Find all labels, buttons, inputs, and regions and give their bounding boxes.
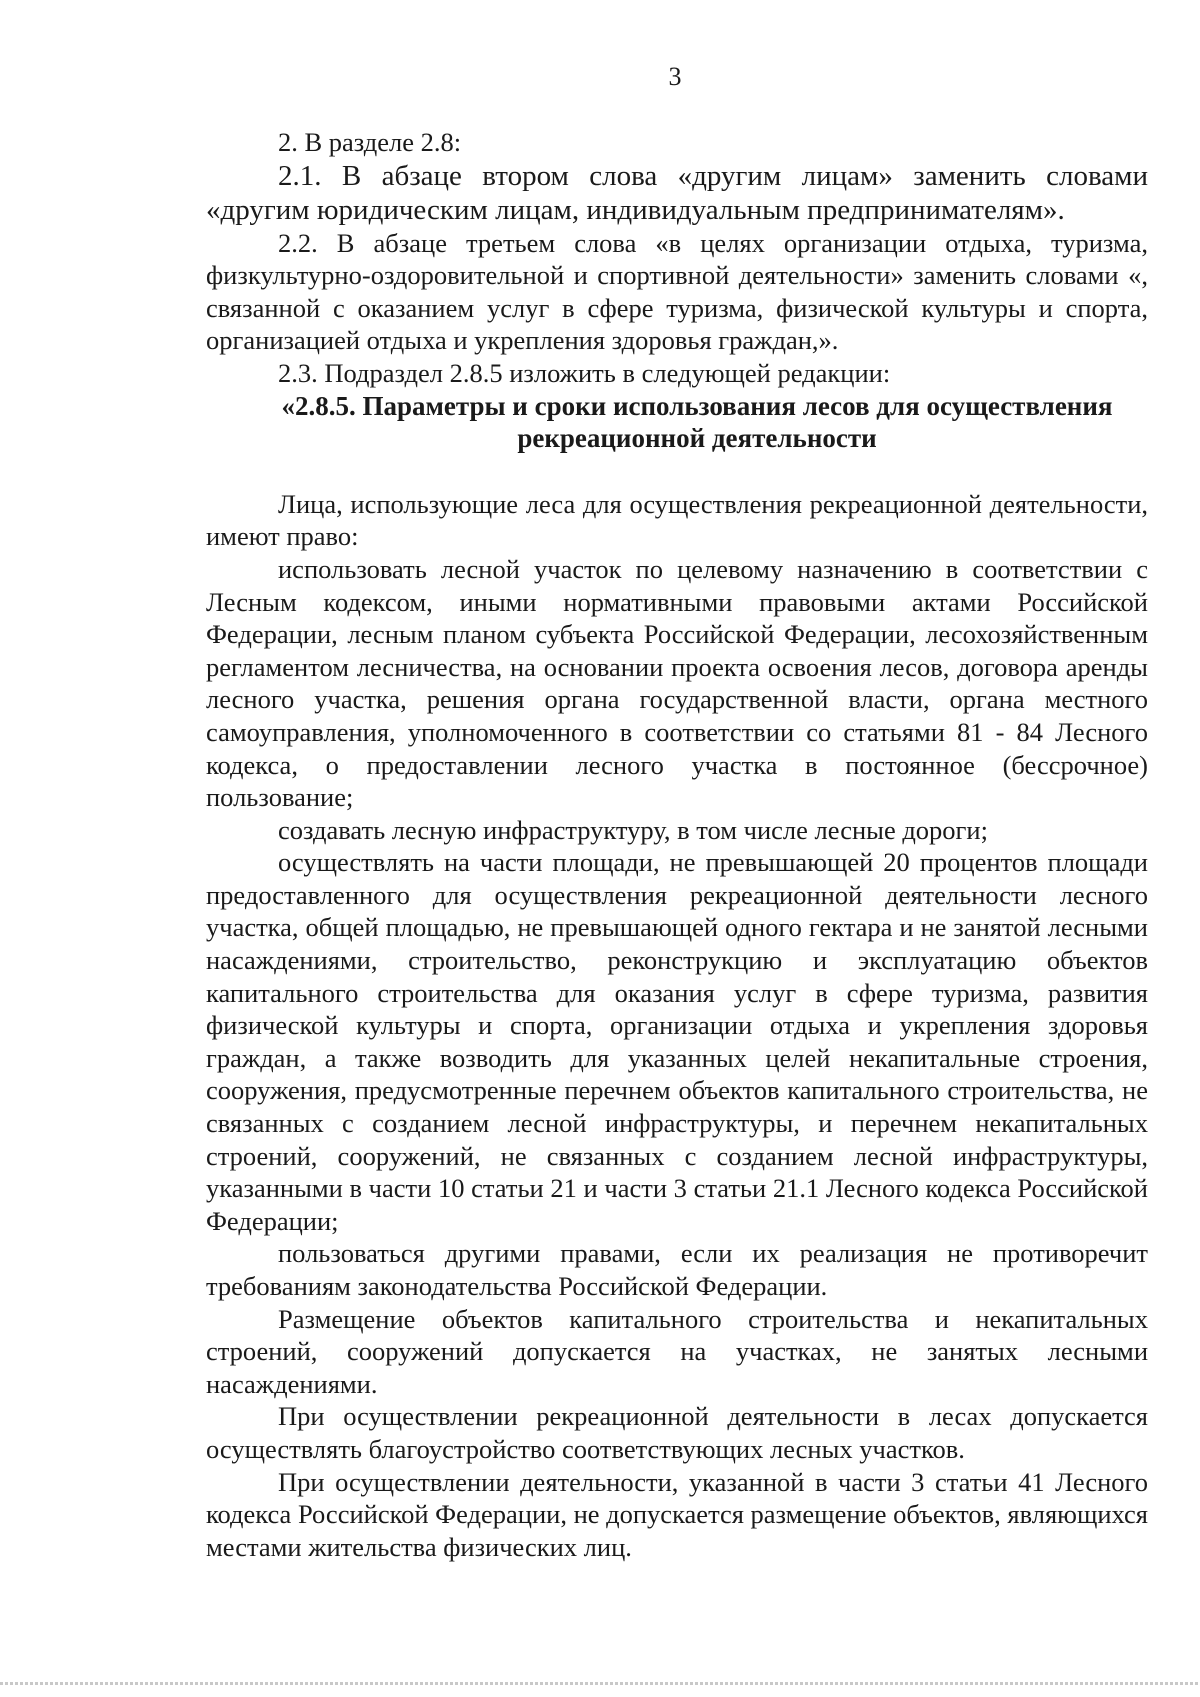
- section-heading: «2.8.5. Параметры и сроки использования лесов для осуществления рекреационной деятельности: [281, 390, 1113, 454]
- document-body: [206, 126, 1148, 1563]
- paragraph: При осуществлении рекреационной деятельности в лесах допускается осуществлять благоустройство соответствующих лесных участков.: [206, 1401, 1148, 1464]
- amendment-item-2-2: 2.2. В абзаце третьем слова «в целях организации отдыха, туризма, физкультурно-оздоровительной и спортивной деятельности» заменить словами «, связанной с оказанием услуг в сфере туризма, физической культуры и спорта, организацией отдыха и укрепления здоровья граждан,».: [206, 227, 1148, 356]
- paragraph: Размещение объектов капитального строительства и некапитальных строений, сооружений допускается на участках, не занятых лесными насаждениями.: [206, 1303, 1148, 1399]
- amendment-item-2-1: 2.1. В абзаце втором слова «другим лицам» заменить словами «другим юридическим лицам, индивидуальным предпринимателям».: [206, 159, 1148, 226]
- paragraph: осуществлять на части площади, не превышающей 20 процентов площади предоставленного для осуществления рекреационной деятельности лесного участка, общей площадью, не превышающей одного гектара и не занятой лесными насаждениями, строительство, реконструкцию и эксплуатацию объектов капитального строительства для оказания услуг в сфере туризма, развития физической культуры и спорта, организации отдыха и укрепления здоровья граждан, а также возводить для указанных целей некапитальные строения, сооружения, предусмотренные перечнем объектов капитального строительства, не связанных с созданием лесной инфраструктуры, и перечнем некапитальных строений, сооружений, не связанных с созданием лесной инфраструктуры, указанными в части 10 статьи 21 и части 3 статьи 21.1 Лесного кодекса Российской Федерации;: [206, 847, 1148, 1236]
- page-number: 3: [668, 62, 682, 91]
- amendment-item-2-3: 2.3. Подраздел 2.8.5 изложить в следующей редакции:: [278, 357, 891, 388]
- section-spacer: [206, 455, 1148, 488]
- amendment-intro: 2. В разделе 2.8:: [278, 127, 462, 157]
- paragraph: пользоваться другими правами, если их реализация не противоречит требованиям законодательства Российской Федерации.: [206, 1238, 1148, 1301]
- paragraph: использовать лесной участок по целевому назначению в соответствии с Лесным кодексом, иными нормативными правовыми актами Российской Федерации, лесным планом субъекта Российской Федерации, лесохозяйственным регламентом лесничества, на основании проекта освоения лесов, договора аренды лесного участка, решения органа государственной власти, органа местного самоуправления, уполномоченного в соответствии со статьями 81 - 84 Лесного кодекса, о предоставлении лесного участка в постоянное (бессрочное) пользование;: [206, 553, 1148, 813]
- paragraph: Лица, использующие леса для осуществления рекреационной деятельности, имеют право:: [206, 488, 1148, 552]
- paragraph: При осуществлении деятельности, указанной в части 3 статьи 41 Лесного кодекса Российской Федерации, не допускается размещение объектов, являющихся местами жительства физических лиц.: [206, 1466, 1148, 1562]
- paragraph: создавать лесную инфраструктуру, в том числе лесные дороги;: [278, 814, 988, 845]
- footer-rule: [0, 1682, 1200, 1685]
